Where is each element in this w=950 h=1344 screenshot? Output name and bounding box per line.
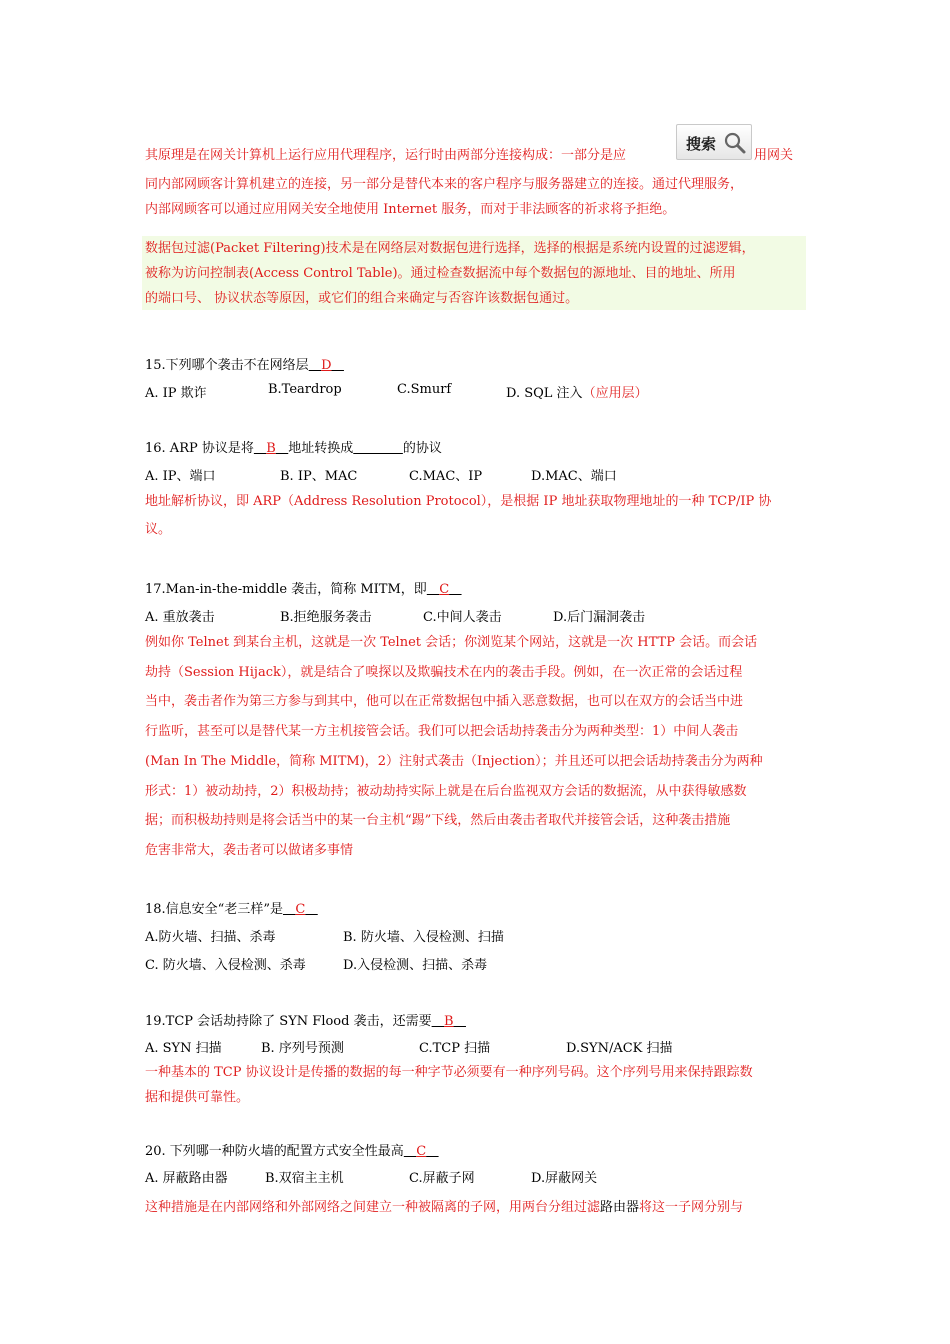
q18-option-a: A.防火墙、扫描、杀毒 — [145, 930, 276, 945]
q17-explanation-line: 形式：1）被动劫持，2）积极劫持；被动劫持实际上就是在后台监视双方会话的数据流，从中获得敏感数 — [145, 783, 747, 799]
q18-option-c: C. 防火墙、入侵检测、杀毒 — [145, 958, 306, 973]
q16-explanation-line: 议。 — [145, 522, 172, 537]
q17-explanation-line: (Man In The Middle，简称 MITM)，2）注射式袭击（Injection）；并且还可以把会话劫持袭击分为两种 — [145, 753, 763, 769]
question-15-answer: D — [321, 358, 332, 373]
q18-option-b: B. 防火墙、入侵检测、扫描 — [343, 930, 504, 945]
packet-filter-line-1: 数据包过滤(Packet Filtering)技术是在网络层对数据包进行选择，选择的根据是系统内设置的过滤逻辑， — [145, 241, 755, 256]
question-16-answer: B — [266, 441, 276, 456]
question-17 — [145, 578, 462, 597]
question-19-answer: B — [444, 1014, 454, 1029]
intro-line-2: 同内部网顾客计算机建立的连接，另一部分是替代本来的客户程序与服务器建立的连接。通过代理服务， — [145, 177, 744, 192]
q19-option-a: A. SYN 扫描 — [145, 1041, 222, 1056]
question-16-stem: 16. ARP 协议是将 — [145, 441, 254, 456]
q18-option-d: D.入侵检测、扫描、杀毒 — [343, 958, 488, 973]
intro-line-1a: 其原理是在网关计算机上运行应用代理程序，运行时由两部分连接构成：一部分是应 — [145, 148, 627, 163]
q17-explanation — [145, 628, 810, 866]
q19-explanation-line: 一种基本的 TCP 协议设计是传播的数据的每一种字节必须要有一种序列号码。这个序列号用来保持跟踪数 — [145, 1065, 753, 1080]
q15-option-b: B.Teardrop — [268, 382, 342, 397]
q20-explanation-part: 这种措施是在内部网络和外部网络之间建立一种被隔离的子网，用两台分组过滤 — [145, 1200, 601, 1215]
q17-explanation-line: 据；而积极劫持则是将会话当中的某一台主机“踢”下线，然后由袭击者取代并接管会话，这种袭击措施 — [145, 813, 731, 829]
question-17-stem: 17.Man-in-the-middle 袭击，简称 MITM，即 — [145, 582, 427, 597]
q19-option-d: D.SYN/ACK 扫描 — [566, 1041, 673, 1056]
q20-option-a: A. 屏蔽路由器 — [145, 1171, 228, 1186]
magnifier-icon — [723, 131, 747, 155]
intro-line-1b: 用网关 — [754, 148, 794, 163]
q20-option-c: C.屏蔽子网 — [409, 1171, 475, 1186]
q20-explanation-link-term: 路由器 — [600, 1200, 640, 1215]
q16-option-a: A. IP、端口 — [145, 469, 216, 484]
q16-option-c: C.MAC、IP — [409, 469, 483, 484]
q17-explanation-line: 危害非常大，袭击者可以做诸多事情 — [145, 842, 354, 858]
question-15 — [145, 354, 344, 373]
q17-explanation-line: 劫持（Session Hijack），就是结合了嗅探以及欺骗技术在内的袭击手段。例如，在一次正常的会话过程 — [145, 664, 743, 680]
question-20-stem: 20. 下列哪一种防火墙的配置方式安全性最高 — [145, 1144, 404, 1159]
packet-filter-line-3: 的端口号、 协议状态等原因，或它们的组合来确定与否容许该数据包通过。 — [145, 291, 579, 306]
q20-option-d: D.屏蔽网关 — [531, 1171, 598, 1186]
q19-explanation-line: 据和提供可靠性。 — [145, 1090, 250, 1105]
q17-option-b: B.拒绝服务袭击 — [280, 610, 372, 625]
question-20 — [145, 1140, 439, 1159]
question-18 — [145, 898, 318, 917]
q15-option-a: A. IP 欺诈 — [145, 386, 207, 401]
q16-option-b: B. IP、MAC — [280, 469, 358, 484]
q19-option-c: C.TCP 扫描 — [419, 1041, 491, 1056]
q15-option-c: C.Smurf — [397, 382, 452, 397]
q19-explanation — [145, 1060, 810, 1110]
packet-filter-line-2: 被称为访问控制表(Access Control Table)。通过检查数据流中每个数据包的源地址、目的地址、所用 — [145, 266, 736, 281]
q20-option-b: B.双宿主主机 — [265, 1171, 344, 1186]
search-button[interactable] — [676, 124, 752, 160]
q17-option-d: D.后门漏洞袭击 — [553, 610, 646, 625]
question-20-answer: C — [416, 1144, 427, 1159]
question-18-stem: 18.信息安全“老三样”是 — [145, 902, 283, 917]
packet-filter-box — [142, 236, 806, 310]
question-17-answer: C — [439, 582, 450, 597]
q16-option-d: D.MAC、端口 — [531, 469, 617, 484]
question-19 — [145, 1010, 466, 1029]
q17-explanation-line: 行监听，甚至可以是替代某一方主机接管会话。我们可以把会话劫持袭击分为两种类型：1）中间人袭击 — [145, 724, 739, 740]
search-button-label: 搜索 — [686, 135, 717, 153]
q20-explanation — [145, 1196, 743, 1215]
q19-option-b: B. 序列号预测 — [261, 1041, 344, 1056]
q17-explanation-line: 当中，袭击者作为第三方参与到其中，他可以在正常数据包中插入恶意数据，也可以在双方的会话当中进 — [145, 694, 744, 710]
question-19-stem: 19.TCP 会话劫持除了 SYN Flood 袭击，还需要 — [145, 1014, 432, 1029]
intro-line-3: 内部网顾客可以通过应用网关安全地使用 Internet 服务，而对于非法顾客的祈求将予拒绝。 — [145, 202, 676, 217]
q20-explanation-part: 将这一子网分别与 — [639, 1200, 744, 1215]
q17-explanation-line: 例如你 Telnet 到某台主机，这就是一次 Telnet 会话；你浏览某个网站，这就是一次 HTTP 会话。而会话 — [145, 635, 758, 650]
q17-option-c: C.中间人袭击 — [423, 610, 502, 625]
question-18-answer: C — [295, 902, 306, 917]
q15-note: （应用层） — [582, 386, 648, 401]
q16-explanation — [145, 488, 810, 544]
q15-option-d: D. SQL 注入（应用层） — [506, 386, 648, 401]
q16-explanation-line: 地址解析协议，即 ARP（Address Resolution Protocol），是根据 IP 地址获取物理地址的一种 TCP/IP 协 — [145, 494, 772, 509]
question-16: 16. ARP 协议是将 B 地址转换成 的协议 — [145, 441, 442, 456]
question-15-stem: 15.下列哪个袭击不在网络层 — [145, 358, 309, 373]
q17-option-a: A. 重放袭击 — [145, 610, 215, 625]
